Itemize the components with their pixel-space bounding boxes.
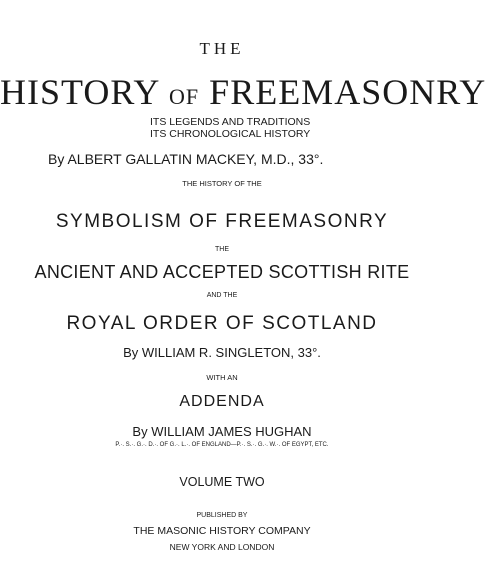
heading-the: THE <box>199 39 245 58</box>
published-by: PUBLISHED BY <box>196 512 248 519</box>
subtitle-chronological: ITS CHRONOLOGICAL HISTORY <box>150 128 311 140</box>
author-hughan-name: WILLIAM JAMES HUGHAN <box>151 424 312 439</box>
title-of: OF <box>169 84 200 109</box>
volume-line <box>0 476 444 489</box>
main-title <box>0 72 486 112</box>
author-singleton-by: By <box>123 345 139 360</box>
royal-order-title: ROYAL ORDER OF SCOTLAND <box>66 313 378 334</box>
author-mackey-by: By <box>48 151 65 167</box>
volume-number: TWO <box>235 475 265 489</box>
author-mackey <box>48 152 408 166</box>
title-freemasonry: FREEMASONRY <box>209 72 486 112</box>
history-of-the: THE HISTORY OF THE <box>182 179 262 188</box>
author-hughan <box>0 425 444 438</box>
author-singleton <box>0 346 444 359</box>
publisher-cities: NEW YORK AND LONDON <box>169 542 275 552</box>
title-history: HISTORY <box>0 72 160 112</box>
author-hughan-by: By <box>132 424 148 439</box>
hughan-titles: P.·. S.·. G.·. D.·. OF G.·. L.·. OF ENGLAND—P.·. S.·. G.·. W.·. OF EGYPT, ETC. <box>115 442 329 448</box>
subtitle-legends: ITS LEGENDS AND TRADITIONS <box>150 116 311 128</box>
ancient-rite-title: ANCIENT AND ACCEPTED SCOTTISH RITE <box>34 262 410 282</box>
with-an-connector: WITH AN <box>206 373 238 382</box>
publisher: THE MASONIC HISTORY COMPANY <box>133 525 311 537</box>
symbolism-title: SYMBOLISM OF FREEMASONRY <box>55 211 389 232</box>
author-mackey-name: ALBERT GALLATIN MACKEY, M.D., 33°. <box>67 151 324 167</box>
and-the-connector: AND THE <box>206 292 238 299</box>
volume-word: VOLUME <box>179 475 233 489</box>
the-connector: THE <box>215 246 229 253</box>
author-singleton-name: WILLIAM R. SINGLETON, 33°. <box>141 345 321 360</box>
addenda-title: ADDENDA <box>179 393 265 410</box>
